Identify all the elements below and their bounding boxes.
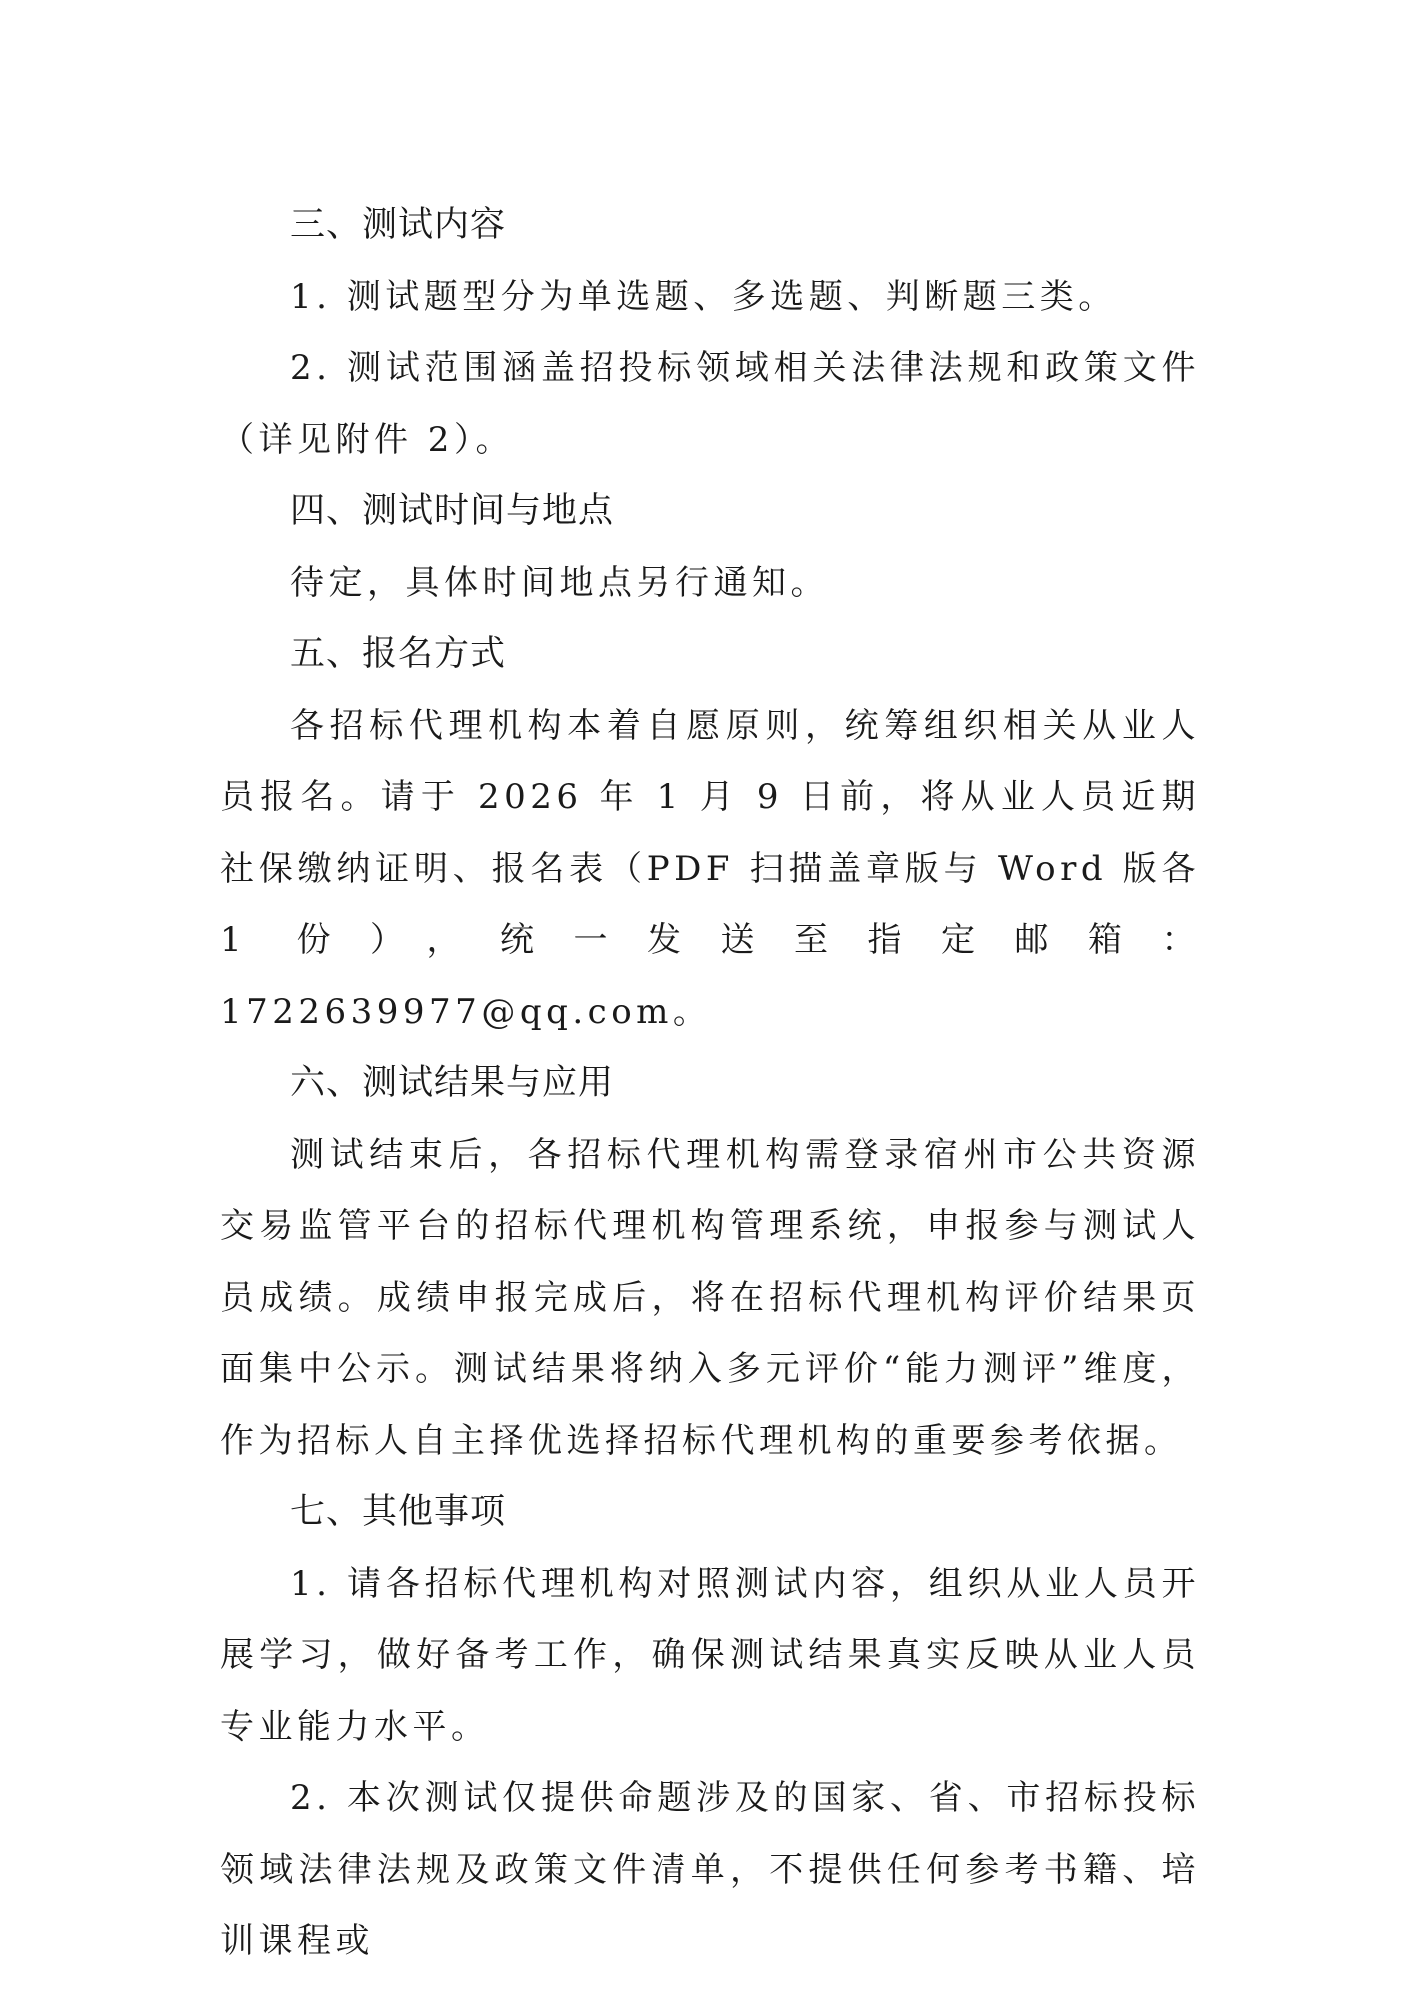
- section-heading-other-matters: 七、其他事项: [290, 1492, 507, 1532]
- paragraph: 待定，具体时间地点另行通知。: [290, 562, 829, 603]
- document-body: [220, 190, 1200, 1978]
- section-heading-results: 六、测试结果与应用: [290, 1063, 615, 1103]
- section-heading-time-location: 四、测试时间与地点: [290, 491, 615, 531]
- paragraph: 1. 请各招标代理机构对照测试内容，组织从业人员开展学习，做好备考工作，确保测试结果真实反映从业人员专业能力水平。: [220, 1563, 1200, 1747]
- paragraph: 1. 测试题型分为单选题、多选题、判断题三类。: [290, 276, 1117, 317]
- section-heading-test-content: 三、测试内容: [290, 205, 507, 245]
- paragraph: 2. 测试范围涵盖招投标领域相关法律法规和政策文件（详见附件 2）。: [220, 348, 1200, 460]
- paragraph: 各招标代理机构本着自愿原则，统筹组织相关从业人员报名。请于 2026 年 1 月 9 日前，将从业人员近期社保缴纳证明、报名表（PDF 扫描盖章版与 Word 版各 1 份），统一发送至指定邮箱：1722639977@qq.com。: [220, 705, 1200, 1032]
- paragraph: 2. 本次测试仅提供命题涉及的国家、省、市招标投标领域法律法规及政策文件清单，不提供任何参考书籍、培训课程或: [220, 1778, 1200, 1961]
- section-heading-registration: 五、报名方式: [290, 634, 507, 674]
- paragraph: 测试结束后，各招标代理机构需登录宿州市公共资源交易监管平台的招标代理机构管理系统，申报参与测试人员成绩。成绩申报完成后，将在招标代理机构评价结果页面集中公示。测试结果将纳入多元评价“能力测评”维度，作为招标人自主择优选择招标代理机构的重要参考依据。: [220, 1134, 1200, 1461]
